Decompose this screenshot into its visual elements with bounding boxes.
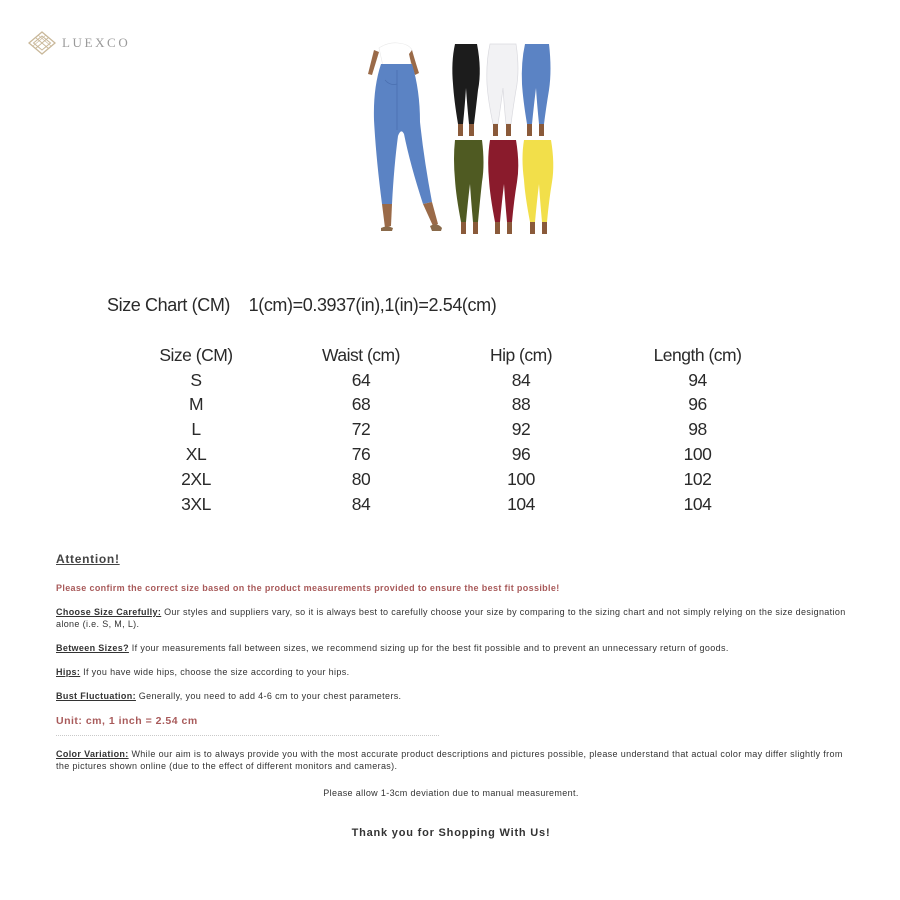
hips-text: If you have wide hips, choose the size according to your hips.: [80, 667, 350, 677]
table-row: [116, 417, 799, 442]
cell-length: 100: [683, 444, 712, 465]
thank-you-message: Thank you for Shopping With Us!: [351, 827, 551, 839]
size-table: [116, 343, 799, 517]
cell-size: L: [191, 419, 201, 440]
cell-waist: 76: [351, 444, 371, 465]
cell-waist: 80: [351, 468, 371, 489]
cell-waist: 84: [351, 493, 371, 514]
pants-black-variant: [452, 44, 479, 136]
between-sizes-text: If your measurements fall between sizes, we recommend sizing up for the best fit possible and to prevent an unnecessary return of goods.: [128, 643, 729, 653]
cell-size: 2XL: [181, 468, 211, 489]
brand-logo: [28, 31, 130, 55]
size-chart-title: Size Chart (CM): [107, 295, 231, 315]
color-variation-text: While our aim is to always provide you with the most accurate product descriptions and pictures possible, please understand that actual color may differ slightly from the pictures shown online (due to the effect of different monitors and cameras).: [56, 749, 843, 771]
color-variation-note: [56, 748, 846, 772]
between-sizes-label: Between Sizes?: [56, 643, 129, 653]
table-row: [116, 492, 799, 517]
attention-heading: Attention!: [56, 552, 120, 566]
cell-hip: 96: [511, 444, 531, 465]
between-sizes-note: [56, 642, 846, 654]
table-row: [116, 442, 799, 467]
cell-length: 94: [688, 369, 707, 390]
unit-conversion: 1(cm)=0.3937(in),1(in)=2.54(cm): [248, 295, 497, 315]
pants-blue-variant: [522, 44, 551, 136]
table-row: [116, 368, 799, 393]
cell-waist: 64: [351, 369, 371, 390]
dotted-divider: [56, 735, 439, 736]
diamond-lattice-icon: [28, 31, 56, 55]
bust-text: Generally, you need to add 4-6 cm to your chest parameters.: [135, 691, 402, 701]
pants-yellow-variant: [523, 140, 554, 234]
cell-size: XL: [185, 444, 207, 465]
column-header-waist: Waist (cm): [322, 344, 400, 365]
sizing-notes: [56, 553, 846, 839]
column-header-length: Length (cm): [653, 344, 742, 365]
cell-hip: 88: [511, 394, 531, 415]
product-photo: [352, 40, 562, 238]
choose-size-text: Our styles and suppliers vary, so it is always best to carefully choose your size by comparing to the sizing chart and not simply relying on the size designation alone (i.e. S, M, L).: [56, 607, 846, 629]
cell-size: M: [188, 394, 204, 415]
cell-length: 98: [688, 419, 707, 440]
cell-hip: 100: [507, 468, 535, 489]
cell-length: 104: [683, 493, 712, 514]
pants-olive-variant: [454, 140, 484, 234]
cell-hip: 92: [511, 419, 531, 440]
column-header-size: Size (CM): [159, 344, 233, 365]
table-row: [116, 467, 799, 492]
color-variation-label: Color Variation:: [56, 749, 129, 759]
deviation-note: Please allow 1-3cm deviation due to manual measurement.: [323, 788, 579, 798]
pants-burgundy-variant: [488, 140, 518, 234]
column-header-hip: Hip (cm): [489, 344, 553, 365]
bust-note: [56, 690, 846, 702]
cell-size: S: [190, 369, 202, 390]
cell-hip: 104: [507, 493, 535, 514]
table-row: [116, 393, 799, 418]
cell-waist: 68: [351, 394, 371, 415]
unit-note: Unit: cm, 1 inch = 2.54 cm: [56, 715, 198, 727]
bust-label: Bust Fluctuation:: [56, 691, 136, 701]
cell-hip: 84: [511, 369, 531, 390]
pants-white-variant: [487, 44, 518, 136]
brand-name: LUEXCO: [62, 35, 131, 50]
choose-size-label: Choose Size Carefully:: [56, 607, 162, 617]
model-blue-pants: [368, 43, 442, 231]
hips-note: [56, 666, 846, 678]
confirm-size-note: Please confirm the correct size based on the product measurements provided to ensure the best fit possible!: [56, 583, 560, 593]
cell-length: 96: [688, 394, 707, 415]
cell-length: 102: [683, 468, 712, 489]
hips-label: Hips:: [56, 667, 81, 677]
size-chart-heading: [107, 295, 496, 316]
cell-waist: 72: [351, 419, 371, 440]
table-header-row: [116, 343, 799, 368]
cell-size: 3XL: [181, 493, 211, 514]
choose-size-note: [56, 606, 846, 630]
